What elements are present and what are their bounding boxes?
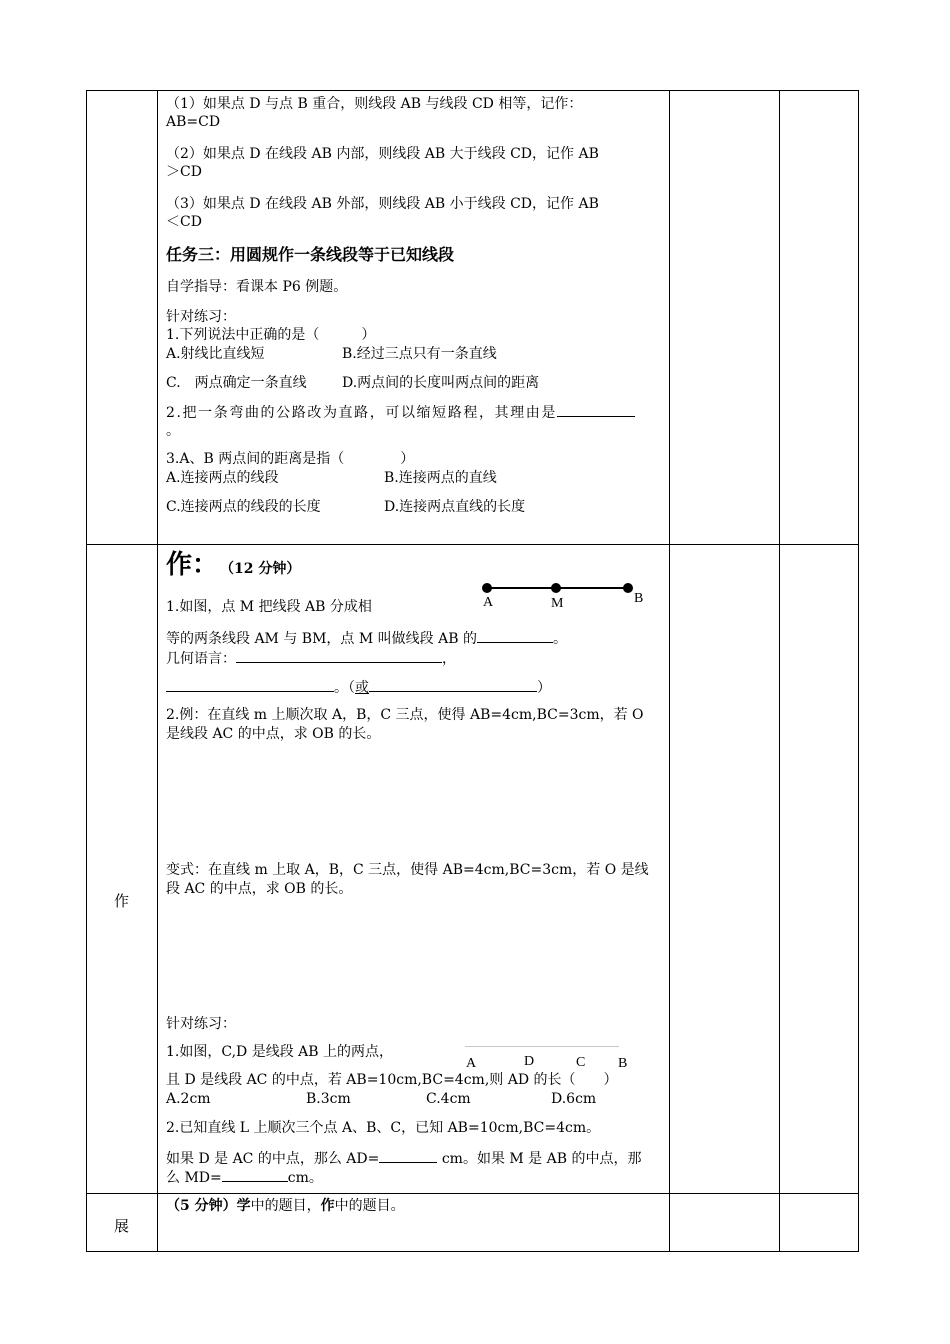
- section3-time: （5 分钟）: [166, 1198, 237, 1214]
- ad-blank[interactable]: [379, 1148, 437, 1163]
- task2-line2-mid: cm。如果 M 是 AB 的中点，那: [437, 1151, 642, 1167]
- task1-line2: 且 D 是线段 AC 的中点，若 AB=10cm,BC=4cm,则 AD 的长（ ）: [166, 1072, 618, 1088]
- item2-line1: （2）如果点 D 在线段 AB 内部，则线段 AB 大于线段 CD，记作 AB: [166, 146, 599, 162]
- question-3-option-b: B.连接两点的直线: [384, 470, 497, 486]
- fig2-label-d: D: [524, 1054, 535, 1069]
- row-divider-1: [86, 544, 859, 545]
- section3-end: 中的题目。: [334, 1198, 405, 1214]
- item3-line1: （3）如果点 D 在线段 AB 外部，则线段 AB 小于线段 CD，记作 AB: [166, 196, 599, 212]
- fig2-label-c: C: [576, 1055, 586, 1070]
- fig2-label-b: B: [618, 1056, 628, 1071]
- question-2: [166, 402, 635, 422]
- table-right-border: [858, 90, 859, 1252]
- variant-line1: 变式：在直线 m 上取 A，B，C 三点，使得 AB=4cm,BC=3cm，若 O 是线: [166, 862, 649, 878]
- fig1-label-m: M: [551, 596, 564, 611]
- question-1-option-c: C. 两点确定一条直线: [166, 375, 307, 391]
- fig1-point-m: [551, 583, 561, 593]
- fig2-segment: [465, 1046, 619, 1047]
- practice-title-2: 针对练习：: [166, 1016, 236, 1032]
- problem1-line2-text: 等的两条线段 AM 与 BM，点 M 叫做线段 AB 的: [166, 631, 477, 647]
- geometry-blank-1[interactable]: [236, 648, 442, 663]
- task3-title: 任务三：用圆规作一条线段等于已知线段: [166, 245, 455, 264]
- item2-line2: ＞CD: [166, 164, 202, 180]
- md-blank[interactable]: [222, 1167, 288, 1182]
- problem1-line2-end: 。: [552, 631, 567, 647]
- row-divider-2: [86, 1193, 859, 1194]
- section3-bold-xue: 学: [236, 1198, 251, 1214]
- question-1-option-b: B.经过三点只有一条直线: [342, 346, 497, 362]
- problem1-line3-end: ，: [442, 651, 456, 667]
- item1-line1: （1）如果点 D 与点 B 重合，则线段 AB 与线段 CD 相等，记作：: [166, 96, 583, 112]
- task2-line2: [166, 1148, 641, 1168]
- task2-line1: 2.已知直线 L 上顺次三个点 A、B、C，已知 AB=10cm,BC=4cm。: [166, 1120, 601, 1136]
- fig1-label-b: B: [634, 591, 644, 606]
- question-3-option-c: C.连接两点的线段的长度: [166, 499, 321, 515]
- question-2-end: 。: [166, 423, 180, 439]
- table-bottom-border: [86, 1251, 859, 1252]
- side-label-zuo: 作: [114, 892, 130, 910]
- task1-option-c: C.4cm: [426, 1091, 471, 1107]
- question-2-blank[interactable]: [557, 402, 635, 417]
- problem1-line4-mid: 。（: [334, 680, 355, 696]
- example-line2: 是线段 AC 的中点，求 OB 的长。: [166, 726, 381, 742]
- practice-title-1: 针对练习：: [166, 309, 236, 325]
- task2-line3-end: cm。: [287, 1170, 323, 1186]
- question-2-text: 2.把一条弯曲的公路改为直路，可以缩短路程，其理由是: [166, 405, 557, 421]
- midpoint-blank[interactable]: [477, 628, 553, 643]
- task2-line3-text: 么 MD=: [166, 1170, 222, 1186]
- table-top-border: [86, 90, 859, 91]
- task1-line1: 1.如图，C,D 是线段 AB 上的两点，: [166, 1044, 393, 1060]
- question-3-option-d: D.连接两点直线的长度: [384, 499, 526, 515]
- fig1-label-a: A: [483, 595, 494, 610]
- question-1-option-d: D.两点间的长度叫两点间的距离: [342, 375, 540, 391]
- geometry-language-label: 几何语言：: [166, 651, 236, 667]
- problem1-line4-end: ）: [537, 680, 551, 696]
- question-1-option-a: A.射线比直线短: [166, 346, 265, 362]
- section-title-zuo: 作：: [166, 550, 219, 580]
- fig1-point-b: [623, 583, 633, 593]
- problem1-line1: 1.如图，点 M 把线段 AB 分成相: [166, 599, 372, 615]
- problem1-line2: [166, 628, 567, 648]
- side-label-zhan: 展: [114, 1217, 130, 1235]
- problem1-line4-or: 或: [355, 680, 369, 696]
- task2-line3: [166, 1167, 323, 1187]
- problem1-line3: [166, 648, 456, 668]
- question-3: 3.A、B 两点间的距离是指（ ）: [166, 451, 415, 467]
- col-divider-1: [157, 90, 158, 1252]
- problem1-line4: [166, 677, 551, 697]
- task1-option-a: A.2cm: [166, 1091, 211, 1107]
- table-left-border: [86, 90, 87, 1252]
- example-line1: 2.例：在直线 m 上顺次取 A，B，C 三点，使得 AB=4cm,BC=3cm，若 O: [166, 707, 644, 723]
- variant-line2: 段 AC 的中点，求 OB 的长。: [166, 881, 353, 897]
- question-3-option-a: A.连接两点的线段: [166, 470, 279, 486]
- task2-line2-text: 如果 D 是 AC 的中点，那么 AD=: [166, 1151, 380, 1167]
- section3-bold-zuo: 作: [320, 1198, 335, 1214]
- col-divider-2: [669, 90, 670, 1252]
- section-time: （12 分钟）: [220, 561, 301, 577]
- fig1-point-a: [482, 583, 492, 593]
- section3-mid: 中的题目，: [250, 1198, 321, 1214]
- task1-option-d: D.6cm: [551, 1091, 597, 1107]
- section3-content: [166, 1197, 405, 1215]
- item1-line2: AB=CD: [166, 114, 221, 130]
- question-1: 1.下列说法中正确的是（ ）: [166, 327, 376, 343]
- self-study-guide: 自学指导：看课本 P6 例题。: [166, 279, 348, 295]
- fig2-label-a: A: [466, 1056, 477, 1071]
- item3-line2: ＜CD: [166, 214, 202, 230]
- geometry-blank-2[interactable]: [166, 677, 334, 692]
- task1-option-b: B.3cm: [306, 1091, 351, 1107]
- geometry-blank-3[interactable]: [369, 677, 537, 692]
- col-divider-3: [779, 90, 780, 1252]
